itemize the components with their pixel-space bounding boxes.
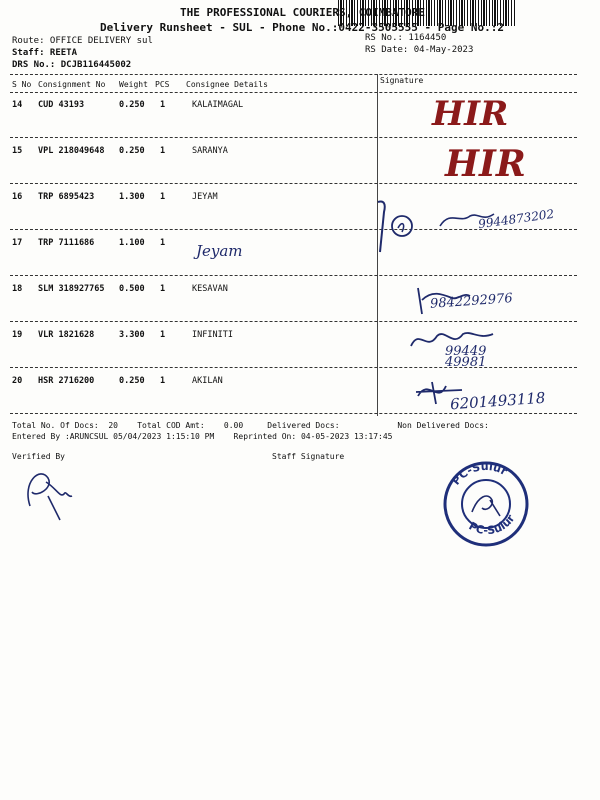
row-sno: 17: [12, 238, 23, 248]
row-consignee: SARANYA: [192, 146, 228, 156]
row-weight: 0.250: [119, 146, 145, 156]
row-pcs: 1: [160, 192, 166, 202]
signature-row-20-phone: 6201493118: [449, 388, 546, 414]
row-weight: 0.250: [119, 100, 145, 110]
row-sno: 16: [12, 192, 23, 202]
row-consignee: AKILAN: [192, 376, 223, 386]
rs-number: RS No.: 1164450: [365, 33, 447, 43]
header-top-rule: [10, 74, 577, 75]
company-title: THE PROFESSIONAL COURIERS, COIMBATORE: [180, 6, 426, 19]
signature-row-16-phone: 9944873202: [477, 206, 555, 232]
header-bottom-rule: [10, 92, 577, 93]
row-weight: 0.250: [119, 376, 145, 386]
entered-by-line: Entered By :ARUNCSUL 05/04/2023 1:15:10 PM Reprinted On: 04-05-2023 13:17:45: [12, 432, 393, 441]
row-consignment: TRP 6895423: [38, 192, 95, 202]
signature-row-19-phone: 99449 49981: [445, 344, 487, 370]
signature-row-18-phone: 9842292976: [429, 291, 514, 312]
office-stamp: [442, 460, 530, 548]
col-header-weight: Weight: [119, 80, 148, 89]
svg-text:PC-Sulur: [467, 512, 518, 537]
col-header-consignment: Consignment No: [38, 80, 106, 89]
col-header-sno: S No: [12, 80, 32, 89]
staff-text: Staff: REETA: [12, 48, 78, 58]
row-pcs: 1: [160, 284, 166, 294]
row-consignment: VPL 218049648: [38, 146, 105, 156]
runsheet-subtitle: Delivery Runsheet - SUL - Phone No.:0422-3505555 - Page No.:2: [100, 21, 504, 34]
row-consignment: HSR 2716200: [38, 376, 95, 386]
col-header-pcs: PCS: [155, 80, 170, 89]
row-pcs: 1: [160, 376, 166, 386]
drs-number: DRS No.: DCJB116445002: [12, 60, 132, 70]
signature-row-15: HIR: [445, 143, 526, 185]
row-sno: 15: [12, 146, 23, 156]
row-pcs: 1: [160, 146, 166, 156]
row-pcs: 1: [160, 330, 166, 340]
row-sno: 20: [12, 376, 23, 386]
table-row: [0, 330, 600, 376]
row-sno: 14: [12, 100, 23, 110]
signature-row-14: HIR: [432, 94, 509, 134]
stamp-text-top: PC-Sulur: [449, 460, 510, 488]
row-pcs: 1: [160, 238, 166, 248]
row-weight: 1.100: [119, 238, 145, 248]
row-weight: 1.300: [119, 192, 145, 202]
row-consignee: JEYAM: [192, 192, 218, 202]
row-consignment: TRP 7111686: [38, 238, 95, 248]
verified-by-label: Verified By: [12, 452, 65, 461]
rs-date: RS Date: 04-May-2023: [365, 45, 474, 55]
row-consignee: INFINITI: [192, 330, 233, 340]
route-text: Route: OFFICE DELIVERY sul: [12, 36, 153, 46]
row-consignment: SLM 318927765: [38, 284, 105, 294]
row-consignee: KALAIMAGAL: [192, 100, 244, 110]
row-consignee: KESAVAN: [192, 284, 228, 294]
stamp-text-bottom: PC-Sulur: [466, 512, 518, 538]
row-consignment: VLR 1821628: [38, 330, 95, 340]
col-header-signature: Signature: [380, 76, 424, 85]
staff-signature-label: Staff Signature: [272, 452, 345, 461]
row-consignment: CUD 43193: [38, 100, 85, 110]
row-sno: 18: [12, 284, 23, 294]
row-pcs: 1: [160, 100, 166, 110]
table-row: [0, 100, 600, 146]
row-sno: 19: [12, 330, 23, 340]
row-divider: [10, 275, 577, 276]
row-consignee-handwritten: Jeyam: [196, 242, 243, 260]
row-divider: [10, 137, 577, 138]
row-weight: 0.500: [119, 284, 145, 294]
totals-line: Total No. Of Docs: 20 Total COD Amt: 0.00 Delivered Docs: Non Delivered Docs:: [12, 421, 489, 430]
verified-signature: [20, 462, 80, 524]
table-bottom-rule: [10, 413, 577, 414]
col-header-consignee: Consignee Details: [186, 80, 268, 89]
row-weight: 3.300: [119, 330, 145, 340]
